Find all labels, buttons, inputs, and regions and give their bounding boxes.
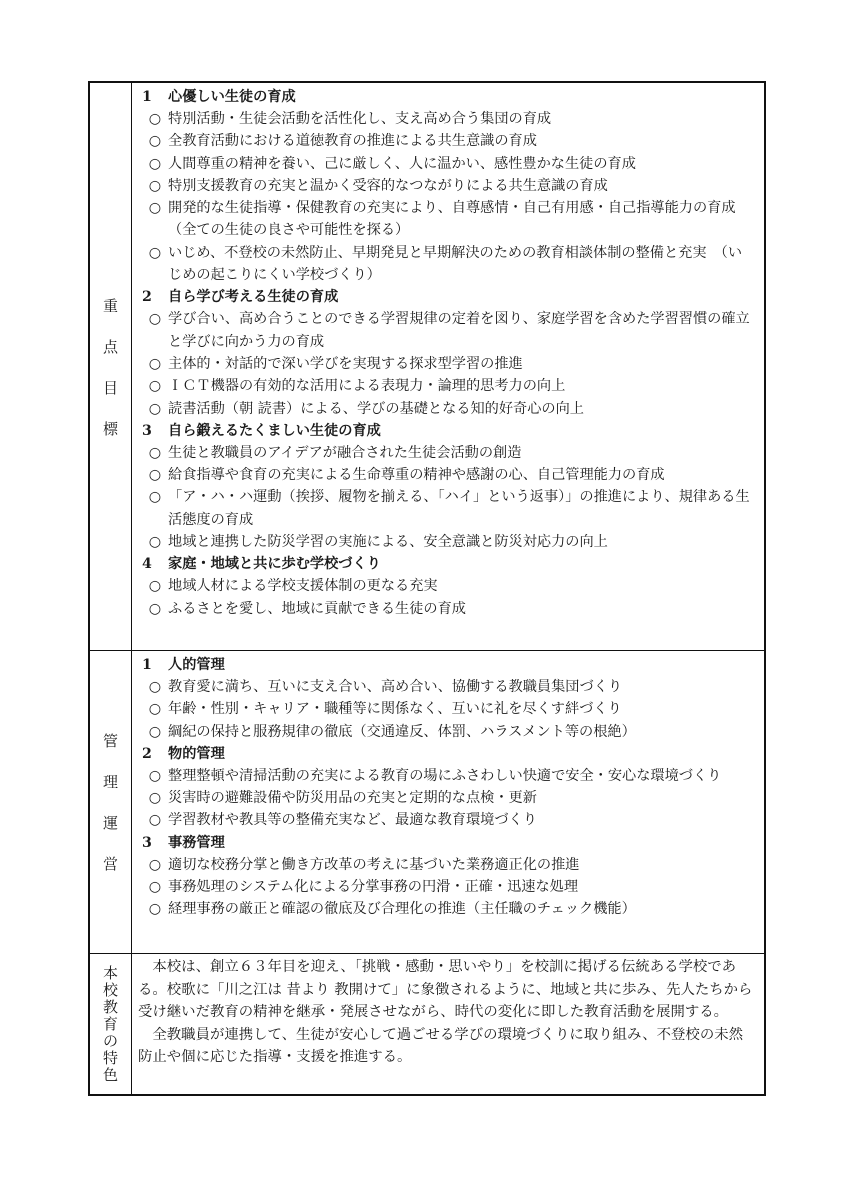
circle-bullet-icon: ○	[148, 355, 162, 372]
group-heading: 2 自ら学び考える生徒の育成	[142, 289, 339, 306]
circle-bullet-icon: ○	[148, 133, 162, 150]
group-heading: 1 心優しい生徒の育成	[142, 89, 296, 105]
list-item: ○ 主体的・対話的で深い学びを実現する探求型学習の推進	[138, 353, 756, 375]
list-item: ○ 特別支援教育の充実と温かく受容的なつながりによる共生意識の育成	[138, 175, 756, 197]
list-item: ○ 給食指導や食育の充実による生命尊重の精神や感謝の心、自己管理能力の育成	[138, 464, 756, 486]
group-heading: 3 事務管理	[142, 834, 225, 851]
circle-bullet-icon: ○	[148, 244, 162, 261]
circle-bullet-icon: ○	[148, 812, 162, 829]
group-heading: 3 自ら鍛えるたくましい生徒の育成	[142, 422, 381, 439]
section-content	[132, 83, 764, 650]
list-item: ○ 「ア・ハ・ハ運動（挨拶、履物を揃える、「ハイ」という返事）」の推進により、規律ある生活態度の育成	[138, 486, 756, 531]
list-item: ○ 経理事務の厳正と確認の徹底及び合理化の推進（主任職のチェック機能）	[138, 898, 756, 920]
section-content	[132, 954, 764, 1094]
list-item: ○ ふるさとを愛し、地域に貢献できる生徒の育成	[138, 598, 756, 620]
section-school-features	[90, 954, 764, 1094]
circle-bullet-icon: ○	[148, 534, 162, 551]
list-item: ○ 年齢・性別・キャリア・職種等に関係なく、互いに礼を尽くす絆づくり	[138, 698, 756, 720]
group-heading: 4 家庭・地域と共に歩む学校づくり	[142, 556, 381, 573]
list-item: ○ 整理整頓や清掃活動の充実による教育の場にふさわしい快適で安全・安心な環境づくり	[138, 765, 756, 787]
section-label: 本 校 教 育 の 特 色	[90, 954, 132, 1094]
section-label: 重 点 目 標	[90, 83, 132, 650]
list-item: ○ 適切な校務分掌と働き方改革の考えに基づいた業務適正化の推進	[138, 854, 756, 876]
list-item: ○ 事務処理のシステム化による分掌事務の円滑・正確・迅速な処理	[138, 876, 756, 898]
circle-bullet-icon: ○	[148, 200, 162, 217]
list-item: ○ 地域人材による学校支援体制の更なる充実	[138, 575, 756, 597]
list-item: ○ 開発的な生徒指導・保健教育の充実により、自尊感情・自己有用感・自己指導能力の育成 （全ての生徒の良さや可能性を探る）	[138, 197, 756, 242]
list-item: ○ 人間尊重の精神を養い、己に厳しく、人に温かい、感性豊かな生徒の育成	[138, 153, 756, 175]
section-management	[90, 651, 764, 954]
section-content	[132, 651, 764, 953]
list-item: ○ 特別活動・生徒会活動を活性化し、支え高め合う集団の育成	[138, 108, 756, 130]
list-item: ○ 教育愛に満ち、互いに支え合い、高め合い、協働する教職員集団づくり	[138, 676, 756, 698]
circle-bullet-icon: ○	[148, 155, 162, 172]
circle-bullet-icon: ○	[148, 600, 162, 617]
section-focus-goals	[90, 83, 764, 651]
circle-bullet-icon: ○	[148, 177, 162, 194]
list-item: ○ 学び合い、高め合うことのできる学習規律の定着を図り、家庭学習を含めた学習習慣の確立と学びに向かう力の育成	[138, 308, 756, 353]
section-label: 管 理 運 営	[90, 651, 132, 953]
circle-bullet-icon: ○	[148, 901, 162, 918]
circle-bullet-icon: ○	[148, 444, 162, 461]
plan-table	[88, 81, 766, 1096]
circle-bullet-icon: ○	[148, 578, 162, 595]
list-item: ○ 読書活動（朝 読書）による、学びの基礎となる知的好奇心の向上	[138, 398, 756, 420]
circle-bullet-icon: ○	[148, 111, 162, 127]
group-heading: 1 人的管理	[142, 657, 225, 673]
paragraph: 本校は、創立６３年目を迎え、「挑戦・感動・思いやり」を校訓に掲げる伝統ある学校である。校歌に「川之江は 昔より 教開けて」に象徴されるように、地域と共に歩み、先人たちから受け継いだ教育の精神を継承・発展させながら、時代の変化に即した教育活動を展開する。	[138, 959, 753, 1021]
circle-bullet-icon: ○	[148, 856, 162, 873]
list-item: ○ 全教育活動における道徳教育の推進による共生意識の育成	[138, 130, 756, 152]
circle-bullet-icon: ○	[148, 311, 162, 328]
circle-bullet-icon: ○	[148, 467, 162, 484]
circle-bullet-icon: ○	[148, 378, 162, 395]
circle-bullet-icon: ○	[148, 489, 162, 506]
circle-bullet-icon: ○	[148, 767, 162, 784]
list-item: ○ 生徒と教職員のアイデアが融合された生徒会活動の創造	[138, 442, 756, 464]
group-heading: 2 物的管理	[142, 745, 225, 762]
list-item: ○ いじめ、不登校の未然防止、早期発見と早期解決のための教育相談体制の整備と充実 （いじめの起こりにくい学校づくり）	[138, 242, 756, 287]
list-item: ○ 地域と連携した防災学習の実施による、安全意識と防災対応力の向上	[138, 531, 756, 553]
circle-bullet-icon: ○	[148, 400, 162, 417]
circle-bullet-icon: ○	[148, 679, 162, 695]
circle-bullet-icon: ○	[148, 701, 162, 718]
list-item: ○ 学習教材や教具等の整備充実など、最適な教育環境づくり	[138, 809, 756, 831]
list-item: ○ 災害時の避難設備や防災用品の充実と定期的な点検・更新	[138, 787, 756, 809]
circle-bullet-icon: ○	[148, 723, 162, 740]
paragraph: 全教職員が連携して、生徒が安心して過ごせる学びの環境づくりに取り組み、不登校の未然防止や個に応じた指導・支援を推進する。	[138, 1026, 743, 1066]
circle-bullet-icon: ○	[148, 879, 162, 896]
list-item: ○ 綱紀の保持と服務規律の徹底（交通違反、体罰、ハラスメント等の根絶）	[138, 721, 756, 743]
circle-bullet-icon: ○	[148, 790, 162, 807]
list-item: ○ ＩＣＴ機器の有効的な活用による表現力・論理的思考力の向上	[138, 375, 756, 397]
